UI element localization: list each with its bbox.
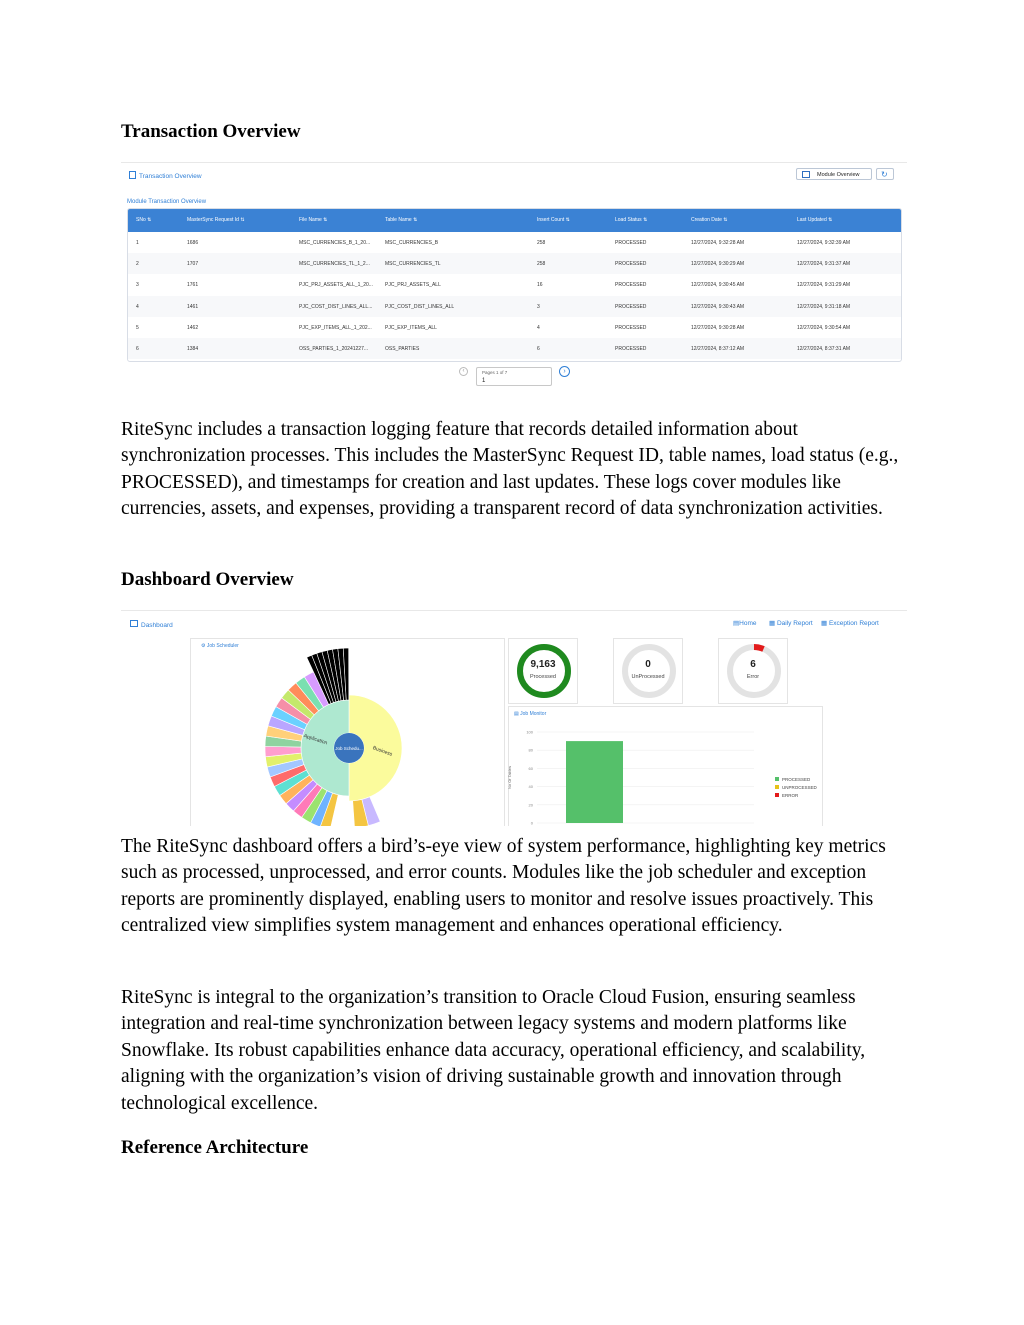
- y-tick-label: 40: [528, 784, 533, 790]
- module-overview-button[interactable]: [796, 168, 872, 180]
- divider: [121, 162, 907, 163]
- column-header-load-status[interactable]: Load Status ⇅: [615, 217, 648, 223]
- legend-swatch: [775, 793, 779, 797]
- table-cell: MSC_CURRENCIES_TL_1_2...: [299, 261, 370, 268]
- table-cell: 12/27/2024, 9:32:28 AM: [691, 240, 745, 246]
- heading-dashboard-overview: Dashboard Overview: [121, 569, 294, 590]
- unprocessed-ring: [625, 647, 673, 695]
- table-row[interactable]: [128, 232, 902, 253]
- table-cell: 12/27/2024, 9:30:54 AM: [797, 324, 851, 331]
- table-cell: 12/27/2024, 9:30:45 AM: [691, 282, 745, 289]
- table-cell: PROCESSED: [615, 324, 647, 331]
- column-header-file-name[interactable]: File Name ⇅: [299, 217, 328, 223]
- home-icon: ▤: [733, 620, 740, 627]
- table-row[interactable]: [128, 317, 902, 338]
- table-cell: MSC_CURRENCIES_B_1_20...: [299, 240, 371, 246]
- previous-page-button[interactable]: ‹: [459, 367, 468, 376]
- column-header-table-name[interactable]: Table Name ⇅: [385, 217, 418, 223]
- table-row[interactable]: [128, 274, 902, 295]
- column-header-insert-count[interactable]: Insert Count ⇅: [537, 217, 570, 223]
- legend-swatch: [775, 785, 779, 789]
- processed-count: 9,163: [530, 659, 556, 670]
- screen-title-label: Transaction Overview: [139, 173, 202, 180]
- paragraph-dashboard: The RiteSync dashboard offers a bird’s-eye view of system performance, highlighting key metrics such as processed, unprocessed, and error counts. Modules like the job scheduler and exception reports are prominently displayed, enabling users to monitor and resolve issues proactively. This centralized view simplifies system management and enhances operational efficiency.: [121, 836, 886, 937]
- job-monitor-chart: [509, 707, 824, 826]
- job-scheduler-sunburst: [191, 639, 506, 826]
- table-cell: OSS_PARTIES_1_20241227...: [299, 346, 369, 352]
- refresh-button[interactable]: [876, 168, 894, 180]
- sunburst-center-label: Job Schedu...: [335, 746, 363, 751]
- table-cell: 258: [537, 261, 546, 268]
- table-cell: 1: [136, 240, 139, 246]
- y-tick-label: 80: [528, 747, 533, 753]
- table-cell: PROCESSED: [615, 261, 647, 268]
- sunburst-label-business: Business: [371, 745, 393, 758]
- unprocessed-count: 0: [645, 659, 651, 670]
- legend-item-unprocessed[interactable]: [775, 785, 817, 790]
- dashboard-screenshot: [121, 610, 907, 826]
- table-cell: PROCESSED: [615, 240, 647, 246]
- table-cell: 3: [537, 303, 540, 310]
- nav-home[interactable]: [733, 619, 757, 627]
- column-header-creation-date[interactable]: Creation Date ⇅: [691, 217, 728, 223]
- table-cell: 4: [537, 324, 540, 331]
- table-cell: 12/27/2024, 9:30:43 AM: [691, 303, 745, 310]
- legend-swatch: [775, 777, 779, 781]
- table-cell: 1686: [187, 240, 199, 246]
- table-cell: 3: [136, 282, 139, 289]
- processed-ring: [520, 647, 568, 695]
- table-cell: 12/27/2024, 8:37:12 AM: [691, 346, 745, 352]
- table-row[interactable]: [128, 253, 902, 274]
- table-cell: PJC_PRJ_ASSETS_ALL_1_20...: [299, 282, 373, 289]
- table-cell: MSC_CURRENCIES_B: [385, 240, 439, 246]
- table-cell: 4: [136, 303, 139, 310]
- exception-icon: ▦: [821, 620, 828, 627]
- table-cell: 1761: [187, 282, 199, 289]
- y-tick-label: 0: [530, 820, 533, 826]
- paragraph-transaction-logging: RiteSync includes a transaction logging feature that records detailed information about synchronization processes. This includes the MasterSync Request ID, table names, load status (e.g., PROCESSED), and timestamps for creation and last updates. These logs cover modules like currencies, assets, and expenses, providing a transparent record of data synchronization activities.: [121, 419, 899, 520]
- legend-label: UNPROCESSED: [782, 785, 817, 790]
- next-page-button[interactable]: ›: [559, 366, 570, 377]
- table-cell: 12/27/2024, 9:30:29 AM: [691, 261, 745, 268]
- table-cell: 5: [136, 324, 139, 331]
- error-ring-segment: [754, 647, 764, 649]
- column-header-request-id[interactable]: MasterSync Request Id ⇅: [187, 217, 245, 223]
- nav-daily-report[interactable]: [769, 619, 813, 627]
- job-monitor-panel: [508, 706, 823, 826]
- table-cell: PROCESSED: [615, 303, 647, 310]
- bar-processed: [566, 741, 623, 823]
- table-cell: PJC_EXP_ITEMS_ALL: [385, 324, 437, 331]
- legend-label: ERROR: [782, 793, 799, 798]
- legend-item-processed[interactable]: [775, 777, 810, 782]
- table-cell: 1384: [187, 346, 199, 352]
- transaction-overview-screenshot: [121, 162, 907, 390]
- error-card[interactable]: [718, 638, 788, 704]
- table-cell: PROCESSED: [615, 346, 647, 352]
- section-subtitle: Module Transaction Overview: [127, 199, 207, 205]
- error-label: Error: [746, 674, 760, 680]
- legend-label: PROCESSED: [782, 777, 811, 782]
- table-cell: 12/27/2024, 9:31:18 AM: [797, 303, 851, 310]
- table-cell: 1461: [187, 303, 199, 310]
- screen-title: [129, 171, 202, 180]
- refresh-icon: ↻: [881, 170, 888, 179]
- table-cell: PJC_COST_DIST_LINES_ALL...: [299, 303, 373, 310]
- dashboard-title: [130, 620, 173, 629]
- page-input-label: Pages 1 of 7: [482, 370, 508, 375]
- error-count: 6: [750, 659, 756, 670]
- table-cell: 6: [136, 346, 139, 352]
- heading-transaction-overview: Transaction Overview: [121, 121, 301, 142]
- column-header-sno[interactable]: SNo ⇅: [136, 217, 152, 223]
- table-cell: 1462: [187, 324, 199, 331]
- table-cell: 12/27/2024, 9:31:37 AM: [797, 261, 851, 268]
- job-scheduler-panel: [190, 638, 505, 826]
- table-cell: 2: [136, 261, 139, 268]
- sunburst-label-application: Application: [302, 733, 328, 747]
- job-monitor-ylabel: No Of Tables: [507, 765, 513, 790]
- table-cell: 16: [537, 282, 543, 289]
- table-cell: 12/27/2024, 8:37:31 AM: [797, 346, 851, 352]
- report-icon: ▦: [769, 620, 776, 627]
- page-input[interactable]: [476, 367, 552, 386]
- table-cell: 258: [537, 240, 546, 246]
- nav-exception-label: Exception Report: [828, 620, 879, 627]
- table-cell: 1707: [187, 261, 199, 268]
- legend-item-error[interactable]: [775, 793, 798, 798]
- table-cell: MSC_CURRENCIES_TL: [385, 261, 441, 268]
- table-cell: 12/27/2024, 9:32:39 AM: [797, 240, 851, 246]
- nav-daily-label: Daily Report: [776, 620, 813, 627]
- copy-icon: [802, 171, 810, 178]
- job-monitor-title: ▤ Job Monitor: [514, 711, 547, 717]
- y-tick-label: 60: [528, 765, 533, 771]
- nav-home-label: Home: [739, 620, 757, 627]
- heading-reference-architecture: Reference Architecture: [121, 1137, 309, 1158]
- job-scheduler-title-label: Job Scheduler: [206, 643, 239, 649]
- divider: [121, 610, 907, 611]
- module-overview-label: Module Overview: [817, 172, 860, 178]
- page-input-value: 1: [482, 378, 486, 384]
- processed-card[interactable]: [508, 638, 578, 704]
- y-tick-label: 100: [526, 729, 533, 735]
- document-icon: [129, 171, 136, 179]
- nav-exception-report[interactable]: [821, 619, 879, 627]
- table-cell: 12/27/2024, 9:30:28 AM: [691, 324, 745, 331]
- table-header: [128, 209, 902, 232]
- table-cell: PJC_EXP_ITEMS_ALL_1_202...: [299, 324, 372, 331]
- unprocessed-label: UnProcessed: [631, 674, 665, 680]
- dashboard-icon: [130, 620, 138, 627]
- unprocessed-card[interactable]: [613, 638, 683, 704]
- table-cell: 6: [537, 346, 540, 352]
- paragraph-oracle-transition: RiteSync is integral to the organization’s transition to Oracle Cloud Fusion, ensuring seamless integration and real-time synchronization between legacy systems and modern platforms like Snowflake. Its robust capabilities enhance data accuracy, operational efficiency, and scalability, aligning with the organization’s vision of driving sustainable growth and innovation through technological excellence.: [121, 987, 866, 1114]
- table-cell: PJC_COST_DIST_LINES_ALL: [385, 303, 455, 310]
- processed-label: Processed: [530, 674, 556, 680]
- table-row[interactable]: [128, 296, 902, 317]
- table-cell: 12/27/2024, 9:31:29 AM: [797, 282, 851, 289]
- y-tick-label: 20: [528, 802, 533, 808]
- job-scheduler-title: ⚙ Job Scheduler: [201, 643, 239, 649]
- table-cell: OSS_PARTIES: [385, 346, 420, 352]
- table-row[interactable]: [128, 338, 902, 359]
- dashboard-title-label: Dashboard: [141, 622, 173, 629]
- transaction-table: [127, 208, 902, 362]
- column-header-last-updated[interactable]: Last Updated ⇅: [797, 217, 833, 223]
- job-monitor-title-label: Job Monitor: [520, 711, 547, 717]
- table-cell: PROCESSED: [615, 282, 647, 289]
- table-cell: PJC_PRJ_ASSETS_ALL: [385, 282, 441, 289]
